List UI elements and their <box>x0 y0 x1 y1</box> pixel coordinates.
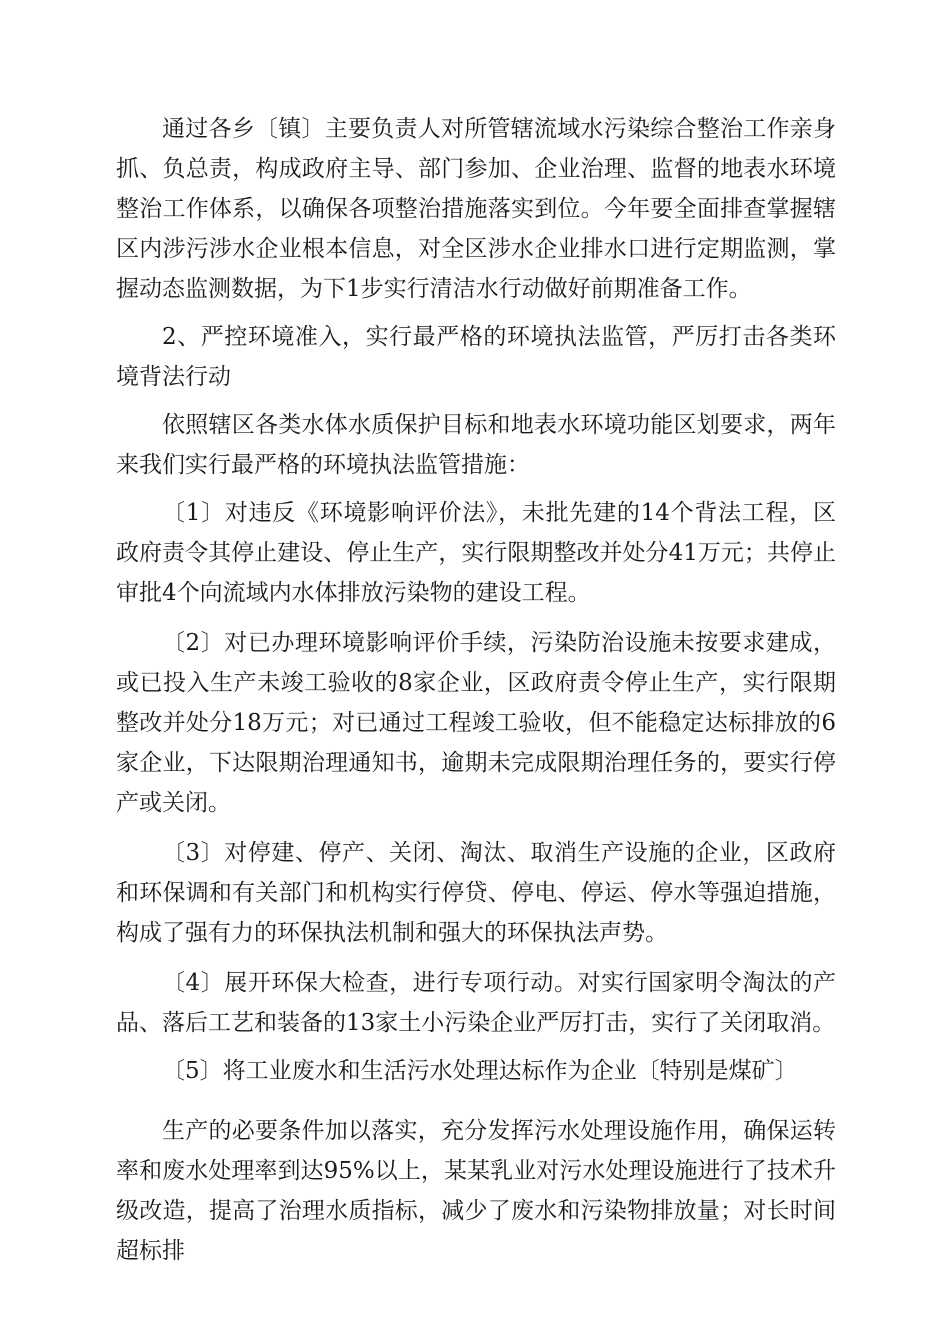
paragraph-item-3: 〔3〕对停建、停产、关闭、淘汰、取消生产设施的企业，区政府和环保调和有关部门和机构实行停贷、停电、停运、停水等强迫措施，构成了强有力的环保执法机制和强大的环保执法声势。 <box>116 840 836 946</box>
paragraph-item-5: 〔5〕将工业废水和生活污水处理达标作为企业〔特别是煤矿〕 <box>162 1058 798 1084</box>
paragraph-item-1: 〔1〕对违反《环境影响评价法》，未批先建的14个背法工程，区政府责令其停止建设、停止生产，实行限期整改并处分41万元；共停止审批4个向流域内水体排放污染物的建设工程。 <box>116 500 836 606</box>
paragraph-2-heading: 2、严控环境准入，实行最严格的环境执法监管，严厉打击各类环境背法行动 <box>116 324 836 390</box>
paragraph-3: 依照辖区各类水体水质保护目标和地表水环境功能区划要求，两年来我们实行最严格的环境执法监管措施： <box>116 412 836 478</box>
paragraph-1: 通过各乡〔镇〕主要负责人对所管辖流域水污染综合整治工作亲身抓、负总责，构成政府主导、部门参加、企业治理、监督的地表水环境整治工作体系，以确保各项整治措施落实到位。今年要全面排查掌握辖区内涉污涉水企业根本信息，对全区涉水企业排水口进行定期监测，掌握动态监测数据，为下1步实行清洁水行动做好前期准备工作。 <box>116 116 836 302</box>
paragraph-continuation: 生产的必要条件加以落实，充分发挥污水处理设施作用，确保运转率和废水处理率到达95%以上，某某乳业对污水处理设施进行了技术升级改造，提高了治理水质指标，减少了废水和污染物排放量；对长时间超标排 <box>116 1118 836 1264</box>
paragraph-item-4: 〔4〕展开环保大检查，进行专项行动。对实行国家明令淘汰的产品、落后工艺和装备的13家土小污染企业严厉打击，实行了关闭取消。 <box>116 970 836 1036</box>
paragraph-item-2: 〔2〕对已办理环境影响评价手续，污染防治设施未按要求建成，或已投入生产未竣工验收的8家企业，区政府责令停止生产，实行限期整改并处分18万元；对已通过工程竣工验收，但不能稳定达标排放的6家企业，下达限期治理通知书，逾期未完成限期治理任务的，要实行停产或关闭。 <box>116 630 836 816</box>
